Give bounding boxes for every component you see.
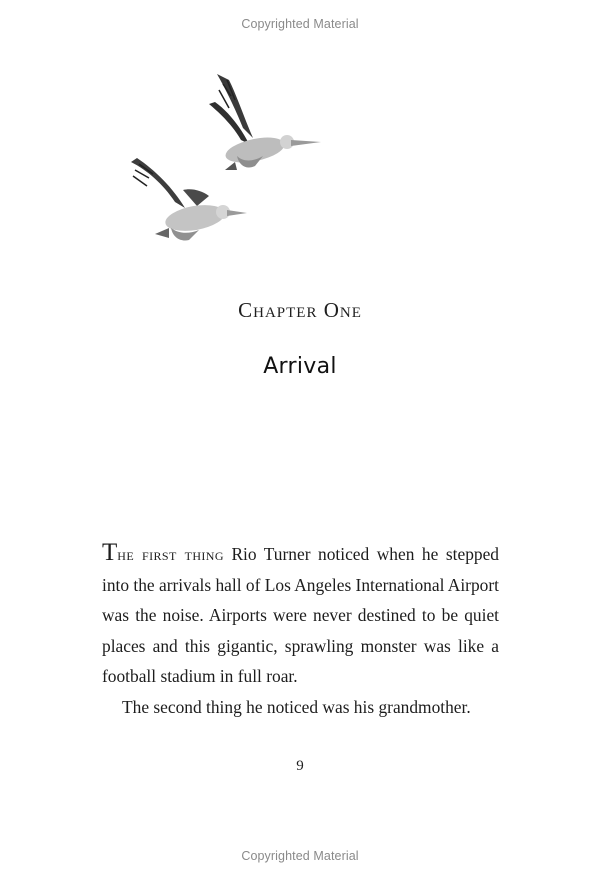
copyright-watermark-bottom: Copyrighted Material [241,849,359,863]
lead-in-small-caps: he first thing [117,544,224,564]
paragraph-1-text: Rio Turner noticed when he stepped into the arrivals hall of Los Angeles International Airport was the noise. Airports were never destined to be quiet places and this gigantic, sprawling monster was like a football stadium in full roar. [102,544,499,686]
paragraph-2: The second thing he noticed was his grandmother. [122,696,471,717]
page-number: 9 [296,758,304,774]
pelican-lower [131,158,247,241]
copyright-watermark-top: Copyrighted Material [241,17,359,31]
pelican-upper [209,74,321,170]
drop-initial: T [102,539,118,566]
chapter-body [102,539,499,722]
chapter-label: Chapter One [238,298,362,322]
paragraph-1 [102,539,499,692]
pelicans-illustration [125,66,335,256]
chapter-title: Arrival [263,354,337,379]
